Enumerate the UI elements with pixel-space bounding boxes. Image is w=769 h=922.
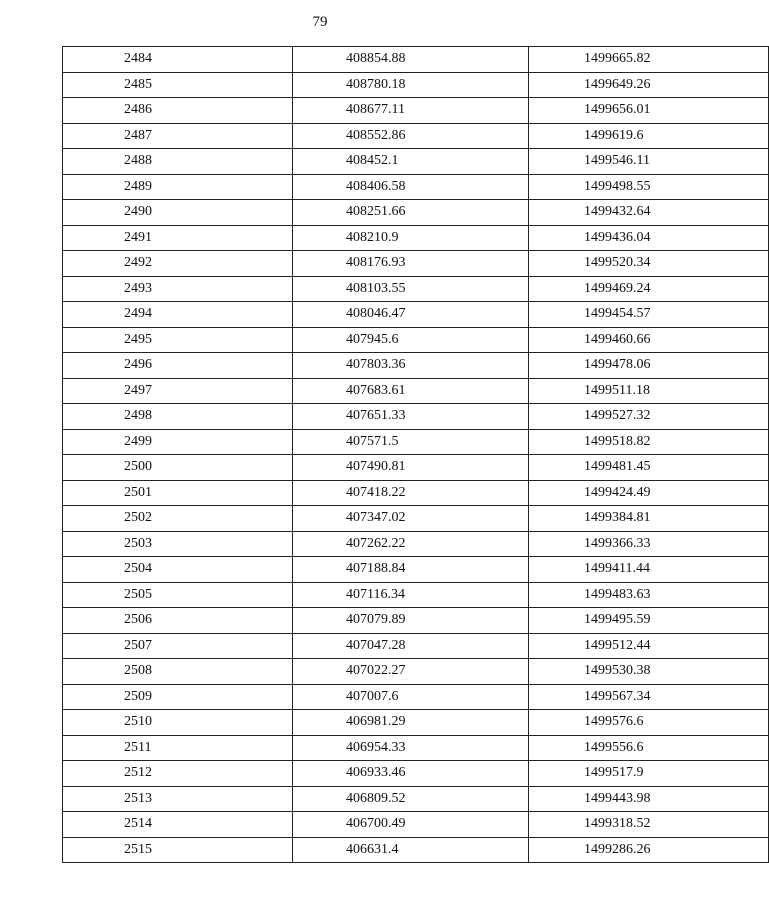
y-coordinate-cell: 1499478.06 [529,353,769,379]
y-coordinate-cell: 1499443.98 [529,786,769,812]
point-number-cell: 2514 [63,812,293,838]
x-coordinate-cell: 407262.22 [293,531,529,557]
point-number-cell: 2494 [63,302,293,328]
x-coordinate-cell: 407079.89 [293,608,529,634]
x-coordinate-cell: 406809.52 [293,786,529,812]
table-row [63,812,769,838]
table-row [63,98,769,124]
x-coordinate-cell: 407803.36 [293,353,529,379]
table-row [63,378,769,404]
x-coordinate-cell: 406700.49 [293,812,529,838]
y-coordinate-cell: 1499436.04 [529,225,769,251]
point-number-cell: 2492 [63,251,293,277]
y-coordinate-cell: 1499318.52 [529,812,769,838]
y-coordinate-cell: 1499481.45 [529,455,769,481]
point-number-cell: 2497 [63,378,293,404]
x-coordinate-cell: 407188.84 [293,557,529,583]
y-coordinate-cell: 1499517.9 [529,761,769,787]
point-number-cell: 2509 [63,684,293,710]
y-coordinate-cell: 1499424.49 [529,480,769,506]
point-number-cell: 2507 [63,633,293,659]
table-row [63,684,769,710]
point-number-cell: 2485 [63,72,293,98]
table-row [63,455,769,481]
point-number-cell: 2491 [63,225,293,251]
point-number-cell: 2512 [63,761,293,787]
y-coordinate-cell: 1499656.01 [529,98,769,124]
point-number-cell: 2508 [63,659,293,685]
x-coordinate-cell: 407347.02 [293,506,529,532]
y-coordinate-cell: 1499556.6 [529,735,769,761]
point-number-cell: 2501 [63,480,293,506]
x-coordinate-cell: 408210.9 [293,225,529,251]
y-coordinate-cell: 1499567.34 [529,684,769,710]
x-coordinate-cell: 408854.88 [293,47,529,73]
point-number-cell: 2499 [63,429,293,455]
y-coordinate-cell: 1499512.44 [529,633,769,659]
x-coordinate-cell: 407683.61 [293,378,529,404]
point-number-cell: 2487 [63,123,293,149]
y-coordinate-cell: 1499286.26 [529,837,769,863]
table-row [63,837,769,863]
page-number: 79 [312,14,328,30]
table-row [63,633,769,659]
point-number-cell: 2490 [63,200,293,226]
y-coordinate-cell: 1499527.32 [529,404,769,430]
table-row [63,225,769,251]
x-coordinate-cell: 406631.4 [293,837,529,863]
x-coordinate-cell: 408046.47 [293,302,529,328]
point-number-cell: 2484 [63,47,293,73]
y-coordinate-cell: 1499460.66 [529,327,769,353]
point-number-cell: 2486 [63,98,293,124]
y-coordinate-cell: 1499495.59 [529,608,769,634]
x-coordinate-cell: 408677.11 [293,98,529,124]
y-coordinate-cell: 1499498.55 [529,174,769,200]
y-coordinate-cell: 1499511.18 [529,378,769,404]
y-coordinate-cell: 1499619.6 [529,123,769,149]
x-coordinate-cell: 408452.1 [293,149,529,175]
point-number-cell: 2506 [63,608,293,634]
x-coordinate-cell: 407571.5 [293,429,529,455]
table-row [63,251,769,277]
point-number-cell: 2493 [63,276,293,302]
table-row [63,735,769,761]
table-row [63,174,769,200]
table-row [63,659,769,685]
x-coordinate-cell: 406981.29 [293,710,529,736]
table-row [63,149,769,175]
table-row [63,557,769,583]
table-row [63,72,769,98]
x-coordinate-cell: 407047.28 [293,633,529,659]
x-coordinate-cell: 407116.34 [293,582,529,608]
y-coordinate-cell: 1499366.33 [529,531,769,557]
table-row [63,123,769,149]
table-row [63,786,769,812]
table-row [63,761,769,787]
x-coordinate-cell: 406954.33 [293,735,529,761]
table-row [63,353,769,379]
x-coordinate-cell: 407651.33 [293,404,529,430]
point-number-cell: 2488 [63,149,293,175]
table-row [63,429,769,455]
point-number-cell: 2498 [63,404,293,430]
table-row [63,710,769,736]
point-number-cell: 2515 [63,837,293,863]
point-number-cell: 2504 [63,557,293,583]
point-number-cell: 2505 [63,582,293,608]
x-coordinate-cell: 408103.55 [293,276,529,302]
point-number-cell: 2502 [63,506,293,532]
x-coordinate-cell: 407490.81 [293,455,529,481]
y-coordinate-cell: 1499518.82 [529,429,769,455]
table-row [63,276,769,302]
table-row [63,582,769,608]
point-number-cell: 2510 [63,710,293,736]
y-coordinate-cell: 1499576.6 [529,710,769,736]
table-row [63,200,769,226]
coordinates-table-body [63,47,769,863]
y-coordinate-cell: 1499546.11 [529,149,769,175]
point-number-cell: 2495 [63,327,293,353]
x-coordinate-cell: 408780.18 [293,72,529,98]
y-coordinate-cell: 1499649.26 [529,72,769,98]
y-coordinate-cell: 1499454.57 [529,302,769,328]
point-number-cell: 2500 [63,455,293,481]
y-coordinate-cell: 1499384.81 [529,506,769,532]
x-coordinate-cell: 407007.6 [293,684,529,710]
y-coordinate-cell: 1499483.63 [529,582,769,608]
table-row [63,47,769,73]
x-coordinate-cell: 408406.58 [293,174,529,200]
x-coordinate-cell: 407022.27 [293,659,529,685]
point-number-cell: 2511 [63,735,293,761]
point-number-cell: 2489 [63,174,293,200]
x-coordinate-cell: 406933.46 [293,761,529,787]
x-coordinate-cell: 407945.6 [293,327,529,353]
table-row [63,531,769,557]
point-number-cell: 2496 [63,353,293,379]
y-coordinate-cell: 1499520.34 [529,251,769,277]
table-row [63,480,769,506]
table-row [63,608,769,634]
y-coordinate-cell: 1499665.82 [529,47,769,73]
table-row [63,327,769,353]
table-row [63,506,769,532]
x-coordinate-cell: 407418.22 [293,480,529,506]
y-coordinate-cell: 1499432.64 [529,200,769,226]
table-row [63,302,769,328]
table-row [63,404,769,430]
x-coordinate-cell: 408552.86 [293,123,529,149]
point-number-cell: 2503 [63,531,293,557]
x-coordinate-cell: 408176.93 [293,251,529,277]
y-coordinate-cell: 1499469.24 [529,276,769,302]
y-coordinate-cell: 1499411.44 [529,557,769,583]
y-coordinate-cell: 1499530.38 [529,659,769,685]
point-number-cell: 2513 [63,786,293,812]
x-coordinate-cell: 408251.66 [293,200,529,226]
coordinates-table [62,46,769,863]
